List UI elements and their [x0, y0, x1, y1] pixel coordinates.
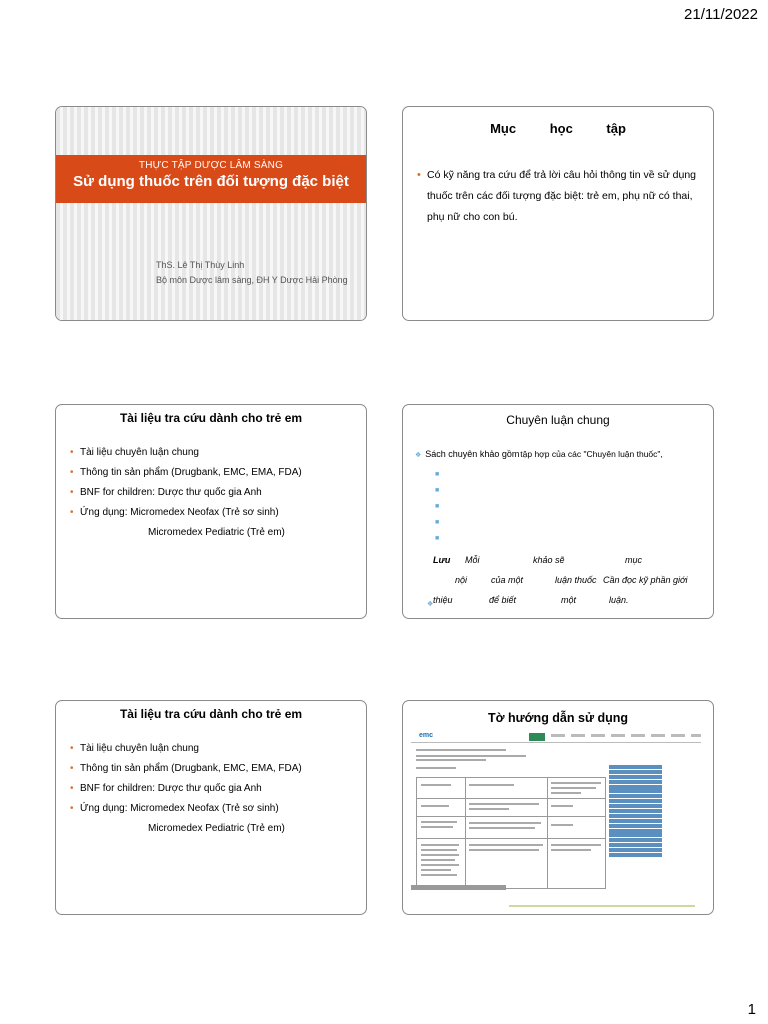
text-line — [421, 864, 459, 866]
text-line — [551, 844, 601, 846]
list-item-text: Tài liệu chuyên luận chung — [80, 743, 199, 754]
text-line — [551, 782, 601, 784]
index-link — [609, 770, 697, 774]
table-grid — [416, 777, 606, 889]
note-word: mục — [625, 555, 643, 565]
slide-monographs — [402, 404, 714, 619]
objective-body: Có kỹ năng tra cứu để trả lời câu hỏi thông tin về sử dụng thuốc trên các đối tượng đặc biệt: trẻ em, phụ nữ có thai, phụ nữ cho con bú. — [427, 169, 697, 223]
note-word: Mỗi — [465, 555, 480, 565]
author-name: ThS. Lê Thị Thùy Linh — [156, 260, 245, 270]
text-line — [421, 821, 457, 823]
slide-package-insert — [402, 700, 714, 915]
text-line — [416, 749, 506, 751]
bullet-icon: ■ — [435, 471, 440, 478]
reference-list — [56, 443, 366, 523]
list-item — [70, 739, 366, 759]
list-item — [70, 463, 366, 483]
text-line — [416, 767, 456, 769]
text-line — [469, 844, 543, 846]
slide-title — [55, 106, 367, 321]
index-link — [609, 848, 697, 852]
note-word: một — [561, 595, 577, 605]
text-line — [421, 826, 453, 828]
index-link — [609, 809, 697, 813]
dosage-table — [416, 747, 606, 887]
list-item-text: BNF for children: Dược thư quốc gia Anh — [80, 487, 262, 498]
text-line — [416, 759, 486, 761]
list-item — [70, 759, 366, 779]
note-word: luận. — [609, 595, 629, 605]
list-continuation: Micromedex Pediatric (Trẻ em) — [148, 527, 285, 538]
bullet-icon: ■ — [435, 487, 440, 494]
slide-heading: Chuyên luận chung — [506, 413, 610, 427]
text-line — [469, 822, 541, 824]
book-description: tập hợp của các "Chuyên luận thuốc", — [520, 449, 663, 459]
diamond-bullet-icon: ❖ — [415, 452, 422, 459]
slide-heading: Tài liệu tra cứu dành cho trẻ em — [119, 411, 303, 425]
list-item-text: Ứng dụng: Micromedex Neofax (Trẻ sơ sinh) — [80, 507, 279, 518]
text-line — [421, 784, 451, 786]
list-continuation: Micromedex Pediatric (Trẻ em) — [148, 823, 285, 834]
author-block — [156, 258, 348, 288]
text-line — [551, 787, 596, 789]
index-link — [609, 794, 697, 798]
bullet-icon: ■ — [435, 503, 440, 510]
table-divider — [417, 816, 605, 817]
text-line — [421, 859, 455, 861]
index-link — [609, 853, 697, 857]
text-line — [469, 803, 539, 805]
text-line — [421, 854, 459, 856]
list-item-text: Tài liệu chuyên luận chung — [80, 447, 199, 458]
diamond-bullet-icon: ❖ — [427, 601, 434, 608]
text-line — [421, 849, 457, 851]
index-link — [609, 819, 697, 823]
table-divider — [417, 838, 605, 839]
index-link — [609, 843, 697, 847]
note-word: Cần đọc kỹ phần giới — [603, 575, 688, 585]
text-line — [469, 808, 509, 810]
list-item-text: Thông tin sản phẩm (Drugbank, EMC, EMA, FDA) — [80, 467, 302, 478]
text-line — [421, 844, 459, 846]
nav-items — [551, 734, 701, 737]
book-definition — [415, 449, 663, 461]
text-line — [551, 805, 573, 807]
title-band — [56, 155, 366, 203]
index-link — [609, 838, 697, 842]
table-divider — [547, 778, 548, 888]
index-link — [609, 775, 697, 779]
text-line — [416, 755, 526, 757]
index-link — [609, 765, 697, 769]
nav-home-tab — [529, 733, 545, 741]
section-index — [609, 765, 697, 860]
note-word: nội — [455, 575, 468, 585]
table-intro — [416, 747, 606, 773]
bullet-icon: ■ — [435, 519, 440, 526]
bullet-icon: • — [70, 783, 74, 794]
note-word: khảo sẽ — [533, 555, 565, 565]
page-date: 21/11/2022 — [684, 6, 758, 23]
text-line — [469, 849, 539, 851]
objective-text — [415, 165, 705, 228]
bullet-icon: • — [70, 487, 74, 498]
text-line — [421, 874, 457, 876]
bullet-icon: • — [70, 507, 74, 518]
list-item — [70, 483, 366, 503]
text-line — [421, 869, 451, 871]
footer-line — [509, 905, 695, 907]
text-line — [551, 792, 581, 794]
text-line — [421, 805, 449, 807]
index-link — [609, 780, 697, 784]
list-item — [70, 443, 366, 463]
empty-bullets — [435, 471, 439, 551]
table-divider — [417, 798, 605, 799]
list-item-text: Ứng dụng: Micromedex Neofax (Trẻ sơ sinh) — [80, 803, 279, 814]
bullet-icon: • — [70, 743, 74, 754]
index-link — [609, 814, 697, 818]
note-word: thiệu — [433, 595, 453, 605]
list-item — [70, 779, 366, 799]
list-item — [70, 503, 366, 523]
bullet-icon: • — [70, 803, 74, 814]
emc-logo: emc — [419, 732, 434, 739]
table-divider — [465, 778, 466, 888]
text-line — [551, 849, 591, 851]
emc-screenshot — [411, 725, 701, 895]
bullet-icon: • — [70, 467, 74, 478]
bullet-icon: ■ — [435, 535, 440, 542]
book-label: Sách chuyên khảo gồm — [425, 449, 520, 459]
text-line — [469, 827, 535, 829]
bullet-icon: • — [70, 447, 74, 458]
emc-navbar — [411, 731, 701, 743]
list-item-text: BNF for children: Dược thư quốc gia Anh — [80, 783, 262, 794]
note-word: của một — [491, 575, 524, 585]
slide-background — [56, 107, 366, 320]
note-word: luận thuốc — [555, 575, 597, 585]
slide-heading: Mục học tập — [490, 121, 626, 136]
text-line — [469, 784, 514, 786]
page-number: 1 — [747, 1001, 756, 1018]
slide-heading: Tài liệu tra cứu dành cho trẻ em — [119, 707, 303, 721]
author-affiliation: Bộ môn Dược lâm sàng, ĐH Y Dược Hải Phòng — [156, 275, 348, 285]
text-line — [551, 824, 573, 826]
bullet-icon: • — [70, 763, 74, 774]
reference-list — [56, 739, 366, 819]
slide-heading: Tờ hướng dẫn sử dụng — [487, 711, 629, 725]
index-link — [609, 789, 697, 793]
lecture-title: Sử dụng thuốc trên đối tượng đặc biệt — [73, 173, 349, 190]
index-link — [609, 829, 697, 833]
list-item-text: Thông tin sản phẩm (Drugbank, EMC, EMA, FDA) — [80, 763, 302, 774]
slide-objectives — [402, 106, 714, 321]
note-word: để biết — [489, 595, 517, 605]
index-link — [609, 804, 697, 808]
index-link — [609, 799, 697, 803]
status-bar — [411, 885, 506, 890]
slide-references — [55, 404, 367, 619]
list-item — [70, 799, 366, 819]
note-word: Lưu — [433, 555, 451, 565]
slide-references-repeat — [55, 700, 367, 915]
index-link — [609, 785, 697, 789]
index-link — [609, 824, 697, 828]
index-link — [609, 833, 697, 837]
course-subtitle: THỰC TẬP DƯỢC LÂM SÀNG — [138, 160, 284, 171]
bullet-icon: • — [417, 169, 421, 181]
